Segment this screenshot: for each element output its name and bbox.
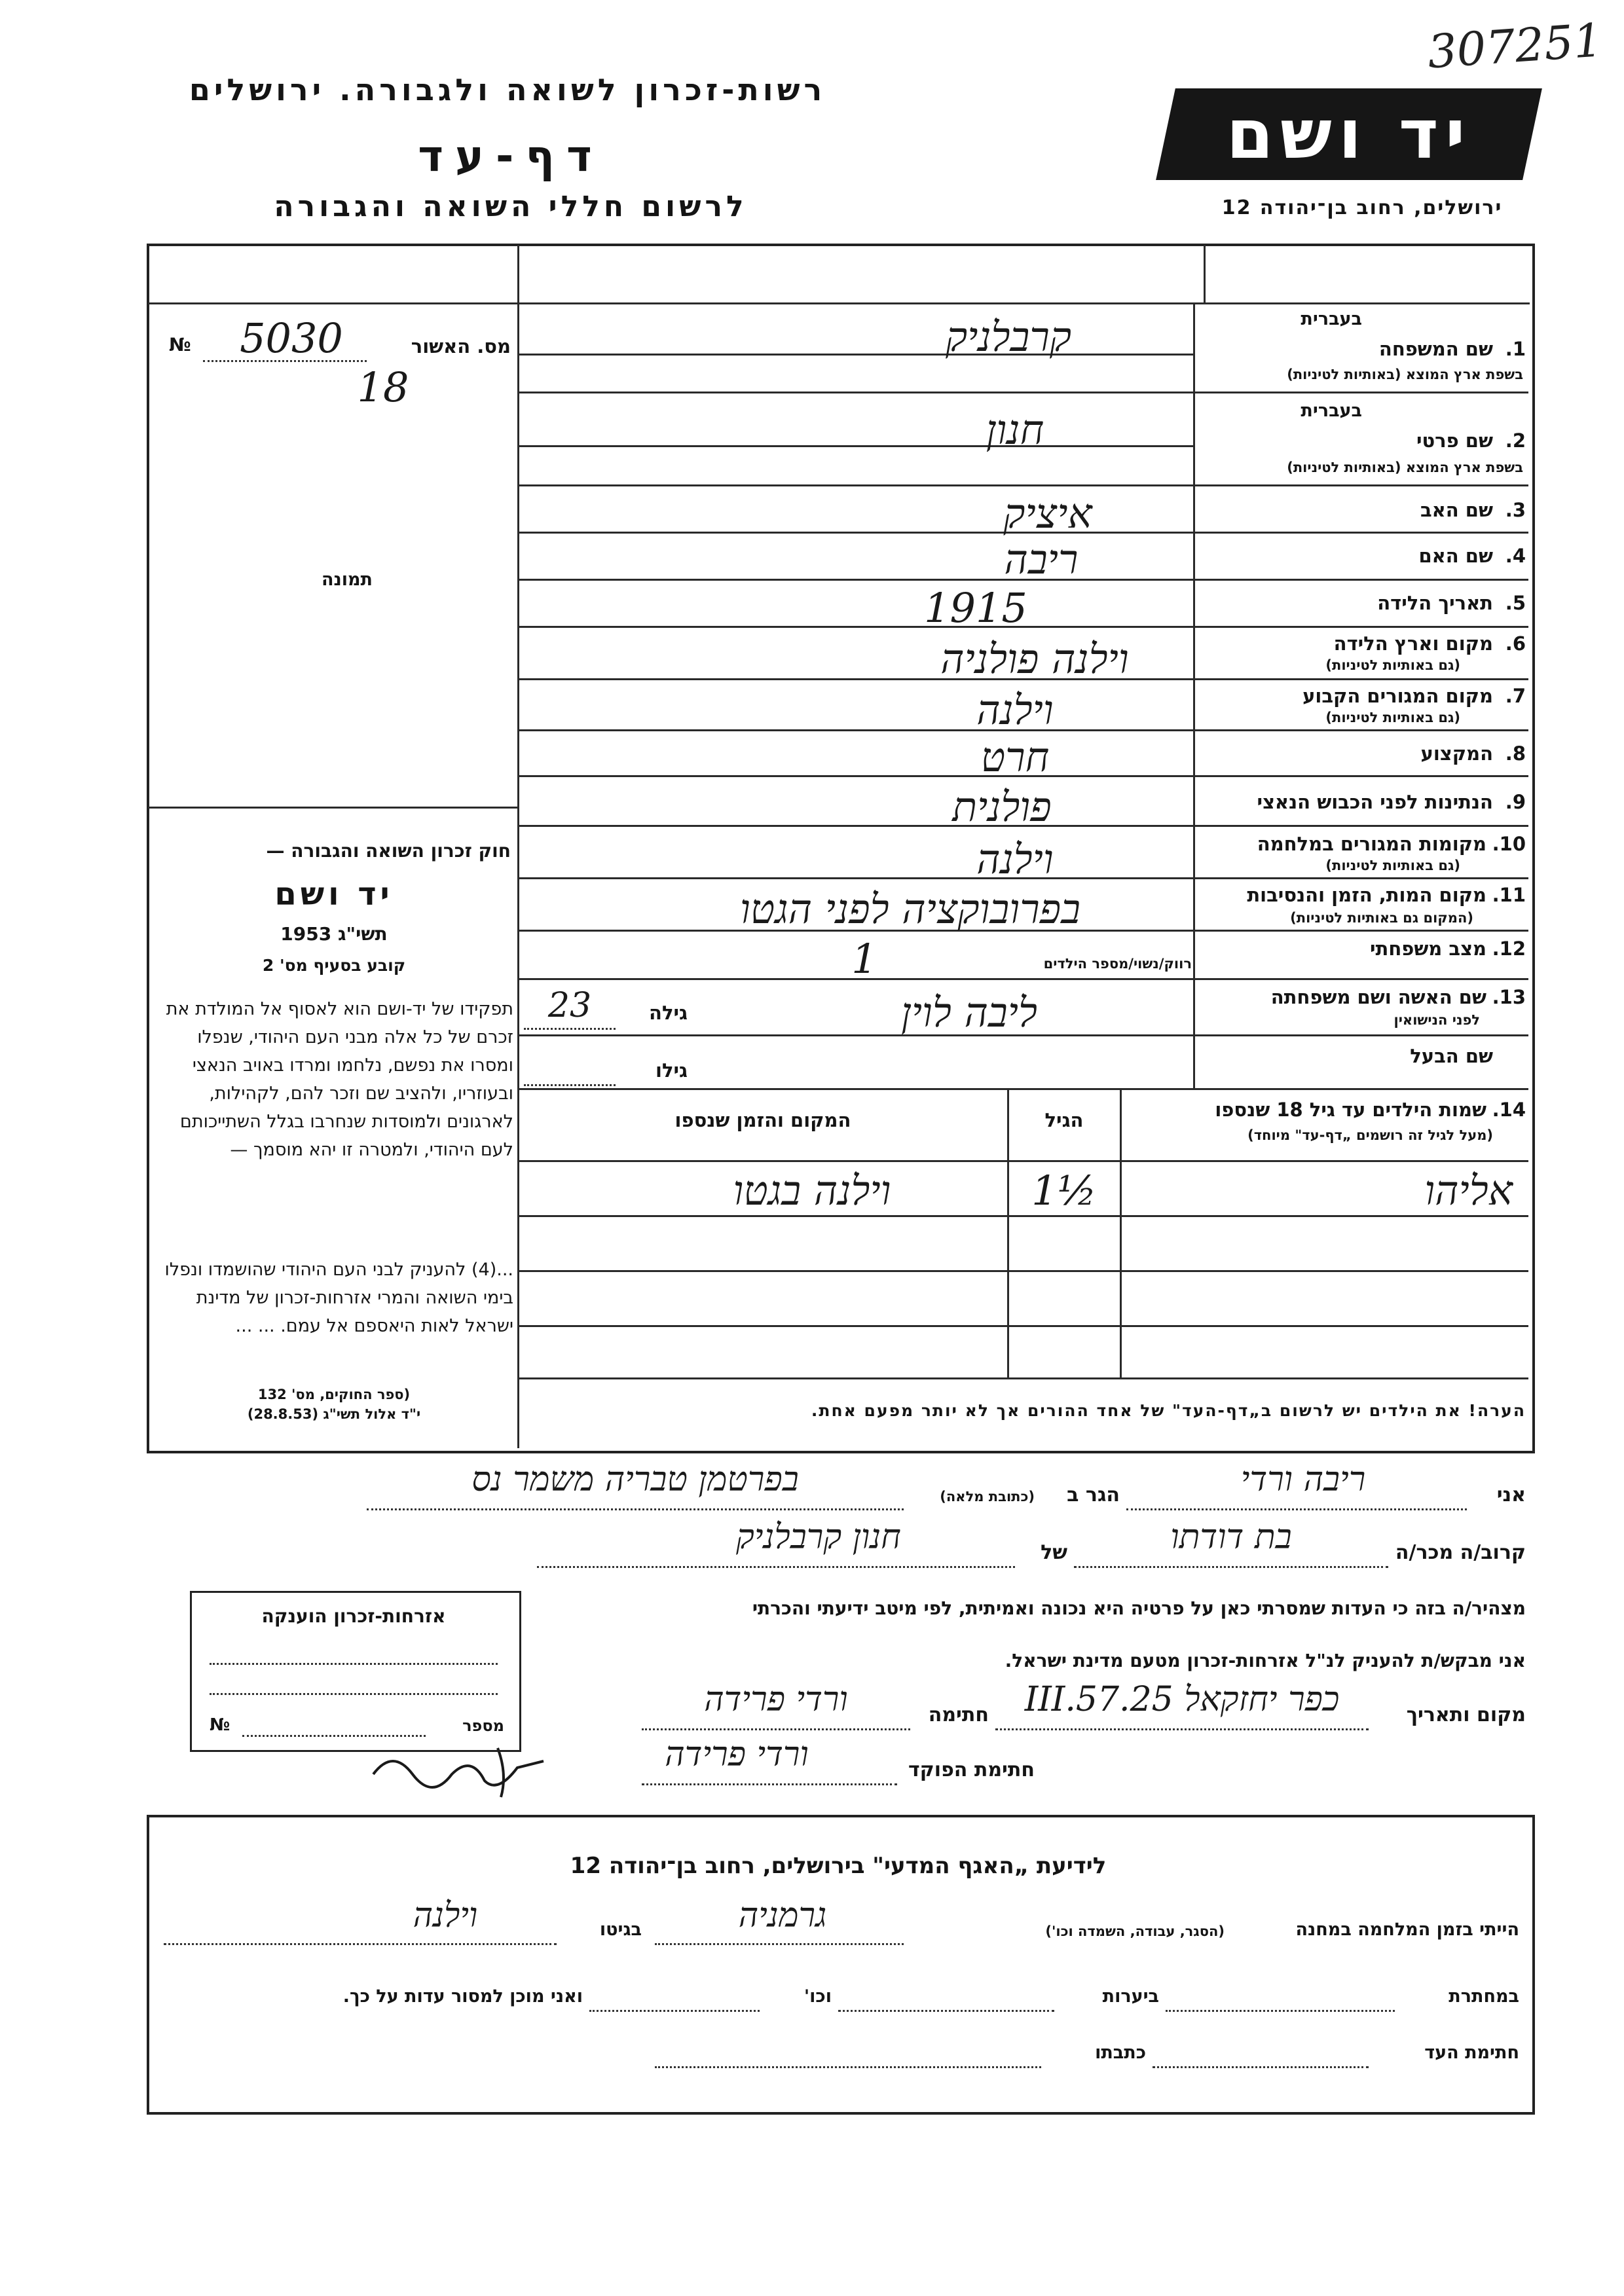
field-5-value: 1915 <box>924 584 1027 632</box>
field-3-num: 3. <box>1505 499 1526 521</box>
children-col-age <box>1007 1089 1009 1377</box>
field-9-value: פולנית <box>952 783 1052 831</box>
top-right-divider <box>1204 245 1206 304</box>
field-1-num: 1. <box>1505 338 1526 360</box>
left-column-mid-divider <box>148 807 517 809</box>
field-8-value: חרט <box>980 733 1050 781</box>
footer-witness-signature-label: חתימת העד <box>1424 2043 1519 2063</box>
field-11-bottom <box>1193 930 1528 932</box>
husband-line <box>519 1088 1528 1090</box>
field-13-label: שם האשה ושם משפחתה <box>1270 986 1486 1008</box>
officer-dots <box>642 1783 897 1785</box>
children-row-3-line <box>519 1325 1528 1327</box>
field-11-label: מקום המות, הזמן והנסיבות <box>1247 884 1486 906</box>
field-1-value: קרבלניק <box>945 313 1072 361</box>
officer-label: חתימת הפוקד <box>908 1758 1035 1781</box>
footer-camp-value: גרמניה <box>738 1896 827 1935</box>
signature-value: ורדי פרידה <box>704 1680 848 1719</box>
field-9-label: הנתינות לפני הכבוש הנאצי <box>1257 791 1493 813</box>
citizenship-dots-1 <box>210 1663 498 1665</box>
children-place-header: המקום והזמן שנספו <box>674 1109 851 1131</box>
relative-of-value: חנון קרבלניק <box>736 1518 901 1557</box>
field-8-label: המקצוע <box>1420 742 1493 765</box>
footer-address-label: כתבתו <box>1095 2043 1146 2063</box>
photo-label: תמונה <box>321 570 373 590</box>
declarant-dots <box>1126 1508 1467 1510</box>
field-7-sub: (גם באותיות לטיניות) <box>1325 710 1460 725</box>
label-column-divider <box>1193 304 1195 1089</box>
footer-ghetto-label: בגיטו <box>599 1920 642 1940</box>
child-1-name: אליהו <box>1424 1167 1513 1214</box>
field-13-value: ליבה לוין <box>900 989 1038 1036</box>
field-4-bottom <box>1193 579 1528 581</box>
law-paragraph-2: ...(4) להעניק לבני העם היהודי שהושמדו ונפלו בימי השואה והמרי אזרחות-זכרון של מדינת ישראל לאות היאספם אל עמם. ... ... <box>164 1260 513 1336</box>
wife-age-dots <box>524 1028 616 1030</box>
authority-line: רשות-זכרון לשואה ולגבורה. ירושלים <box>189 72 826 107</box>
law-year: תשי"ג 1953 <box>280 923 388 945</box>
children-row-1-line <box>519 1215 1528 1217</box>
relation-dots <box>1074 1566 1388 1568</box>
field-1-label: שם המשפחה <box>1378 338 1493 360</box>
request-text: אני מבקש/ת להעניק לנ"ל אזרחות-זכרון מטעם מדינת ישראל. <box>1005 1650 1526 1671</box>
footer-underground-label: במחתרת <box>1449 1986 1519 2007</box>
citizenship-dots-2 <box>210 1693 498 1695</box>
field-8-num: 8. <box>1505 742 1526 765</box>
field-10-num: 10. <box>1492 833 1526 855</box>
field-2-num: 2. <box>1505 429 1526 452</box>
field-2-label: שם פרטי <box>1416 429 1493 452</box>
field-10-value: וילנה <box>976 835 1054 883</box>
yad-vashem-logo <box>1156 88 1542 180</box>
declarant-name: ריבה ורדי <box>1240 1460 1366 1499</box>
law-title: חוק זכרון השואה והגבורה — <box>266 840 511 862</box>
footer-witness-signature-dots <box>1153 2066 1369 2068</box>
footer-camp-label: הייתי בזמן המלחמה במחנה <box>1295 1920 1519 1940</box>
field-1-line-b <box>519 392 1193 393</box>
approval-label: מס. האשור <box>411 335 511 357</box>
of-label: של <box>1041 1541 1067 1564</box>
place-date-value: כפר יחזקאל 25.III.57 <box>1024 1680 1340 1719</box>
field-13-sub: לפני הנישואין <box>1393 1012 1480 1028</box>
note-top-line <box>519 1377 1528 1379</box>
form-subtitle: לרשום חללי השואה והגבורה <box>274 190 748 223</box>
field-10-bottom <box>1193 877 1528 879</box>
children-header-line <box>519 1160 1528 1162</box>
footer-testimony-text: ואני מוכן למסור עדות על כך. <box>342 1986 583 2007</box>
children-subtitle: (מעל לגיל זה רושמים „דף-עד" מיוחד) <box>1247 1127 1493 1143</box>
children-col-name <box>1120 1089 1122 1377</box>
field-2-line-b <box>519 484 1193 486</box>
field-2-bottom <box>1193 484 1528 486</box>
footer-title: לידיעת „האגף המדעי" בירושלים, רחוב בן־יהודה 12 <box>570 1853 1107 1879</box>
field-6-num: 6. <box>1505 632 1526 655</box>
field-12-label: מצב משפחתי <box>1369 938 1486 960</box>
law-clause: קובע בסעיף מס' 2 <box>262 956 406 975</box>
relation-value: בת דודתו <box>1170 1518 1292 1557</box>
husband-age-label: גילו <box>655 1059 688 1082</box>
field-2-lang: בעברית <box>1301 401 1362 421</box>
footer-camp-dots <box>655 1943 904 1945</box>
footer-camp-hint: (הסגר, עבודה, השמדה וכו') <box>1045 1923 1225 1939</box>
field-5-bottom <box>1193 626 1528 628</box>
address: ירושלים, רחוב בן־יהודה 12 <box>1221 196 1503 219</box>
declaration-ani-label: אני <box>1496 1484 1526 1506</box>
field-7-bottom <box>1193 729 1528 731</box>
note-text: הערה! את הילדים יש לרשום ב„דף-העד" של אחד ההורים אך לא יותר מפעם אחת. <box>811 1401 1526 1420</box>
citizenship-number-label: מספר <box>462 1717 504 1735</box>
field-11-num: 11. <box>1492 884 1526 906</box>
field-1-bottom <box>1193 392 1528 393</box>
logo-text: יד ושם <box>1226 94 1472 174</box>
field-3-label: שם האב <box>1420 499 1493 521</box>
field-7-value: וילנה <box>976 686 1054 734</box>
wife-age-label: גילה <box>649 1002 688 1024</box>
wife-age-value: 23 <box>547 986 592 1025</box>
law-paragraph-1: תפקידו של יד-ושם הוא לאסוף אל המולדת את זכרם של כל אלה מבני העם היהודי, שנפלו ומסרו את נפשם, נלחמו ומרדו באויב הנאצי ובעוזריו, ולהציב שם וזכר להם, לקהילות, לארגונים ולמוסדות שנחרבו בגלל השתייכותם לעם היהודי, ולמטרה זו יהא מוסמך — <box>166 999 513 1160</box>
field-12-num: 12. <box>1492 938 1526 960</box>
relative-of-dots <box>537 1566 1015 1568</box>
children-age-header: הגיל <box>1044 1109 1084 1131</box>
citizenship-number-dots <box>242 1735 426 1737</box>
footer-ghetto-dots <box>164 1943 557 1945</box>
law-date: י"ד אלול תשי"ג (28.8.53) <box>247 1406 421 1422</box>
form-title: דף-עד <box>418 131 604 181</box>
field-2-sub: בשפת ארץ המוצא (באותיות לטיניות) <box>1287 460 1523 475</box>
citizenship-title: אזרחות-זכרון הוענקה <box>261 1605 446 1627</box>
footer-etc-dots <box>589 2010 760 2012</box>
field-2-value: חנון <box>986 406 1044 454</box>
field-12-sub: רווק/נשוי/מספר הילדים <box>1043 956 1192 972</box>
field-11-value: בפרובוקציה לפני הגטו <box>739 885 1081 933</box>
field-1-sub: בשפת ארץ המוצא (באותיות לטיניות) <box>1287 367 1523 382</box>
children-row-2-line <box>519 1270 1528 1272</box>
signature-label: חתימה <box>928 1704 989 1726</box>
children-num: 14. <box>1492 1099 1526 1121</box>
field-9-bottom <box>1193 825 1528 827</box>
signature-dots <box>642 1728 910 1730</box>
address-hint: (כתובת מלאה) <box>940 1489 1035 1504</box>
footer-underground-dots <box>1166 2010 1395 2012</box>
field-10-sub: (גם באותיות לטיניות) <box>1325 858 1460 873</box>
field-4-num: 4. <box>1505 545 1526 567</box>
field-4-label: שם האם <box>1418 545 1493 567</box>
field-12-bottom <box>1193 978 1528 980</box>
husband-label: שם הבעל <box>1410 1045 1493 1067</box>
frame-top-divider <box>148 302 1530 304</box>
field-8-bottom <box>1193 775 1528 777</box>
field-1-lang: בעברית <box>1301 309 1362 329</box>
law-name: יד ושם <box>274 876 394 913</box>
place-date-label: מקום ותאריך <box>1406 1704 1526 1726</box>
field-6-sub: (גם באותיות לטיניות) <box>1325 657 1460 673</box>
children-title: שמות הילדים עד גיל 18 שנספו <box>1215 1099 1486 1121</box>
field-7-num: 7. <box>1505 685 1526 707</box>
field-4-value: ריבה <box>1004 536 1079 583</box>
footer-forests-label: ביערות <box>1102 1986 1159 2007</box>
field-5-label: תאריך הלידה <box>1377 592 1493 614</box>
approval-value: 5030 <box>240 314 343 362</box>
archive-number: 307251 <box>1426 13 1604 79</box>
residing-label: הגר ב <box>1067 1484 1120 1506</box>
statement-text: מצהיר/ה בזה כי העדות שמסרתי כאן על פרטיה היא נכונה ואמיתית, לפי מיטב ידיעתי והכרתי <box>752 1597 1526 1619</box>
field-5-num: 5. <box>1505 592 1526 614</box>
field-12-value: 1 <box>851 935 877 983</box>
place-date-dots <box>995 1728 1369 1730</box>
left-column-divider <box>517 245 519 1448</box>
footer-etc-label: וכו' <box>803 1986 832 2007</box>
field-6-label: מקום וארץ הלידה <box>1333 632 1493 655</box>
citizenship-no-sign: № <box>210 1715 231 1735</box>
officer-value: ורדי פרידה <box>665 1735 809 1774</box>
field-13-num: 13. <box>1492 986 1526 1008</box>
approval-no-sign: № <box>169 334 191 355</box>
field-9-num: 9. <box>1505 791 1526 813</box>
field-3-value: איציק <box>1003 490 1092 538</box>
child-1-place: וילנה בגטו <box>733 1167 891 1214</box>
footer-ghetto-value: וילנה <box>413 1896 478 1935</box>
field-6-value: וילנה פולניה <box>940 635 1129 683</box>
field-11-sub: (המקום גם באותיות לטיניות) <box>1290 910 1473 926</box>
field-3-bottom <box>1193 532 1528 534</box>
approval-extra: 18 <box>357 363 409 411</box>
footer-address-dots <box>655 2066 1041 2068</box>
field-10-label: מקומות המגורים במלחמה <box>1257 833 1486 855</box>
child-1-age: 1½ <box>1031 1167 1097 1214</box>
relative-label: קרוב/ה מכר/ה <box>1395 1541 1526 1564</box>
field-5-line <box>519 626 1193 628</box>
address-dots <box>367 1508 904 1510</box>
law-source: (ספר החוקים, מס' 132 <box>257 1387 411 1402</box>
declarant-address: בפרטמן טבריה משמר נס <box>471 1460 799 1499</box>
field-6-bottom <box>1193 678 1528 680</box>
field-7-label: מקום המגורים הקבוע <box>1302 685 1493 707</box>
footer-forests-dots <box>838 2010 1054 2012</box>
husband-age-dots <box>524 1084 616 1086</box>
